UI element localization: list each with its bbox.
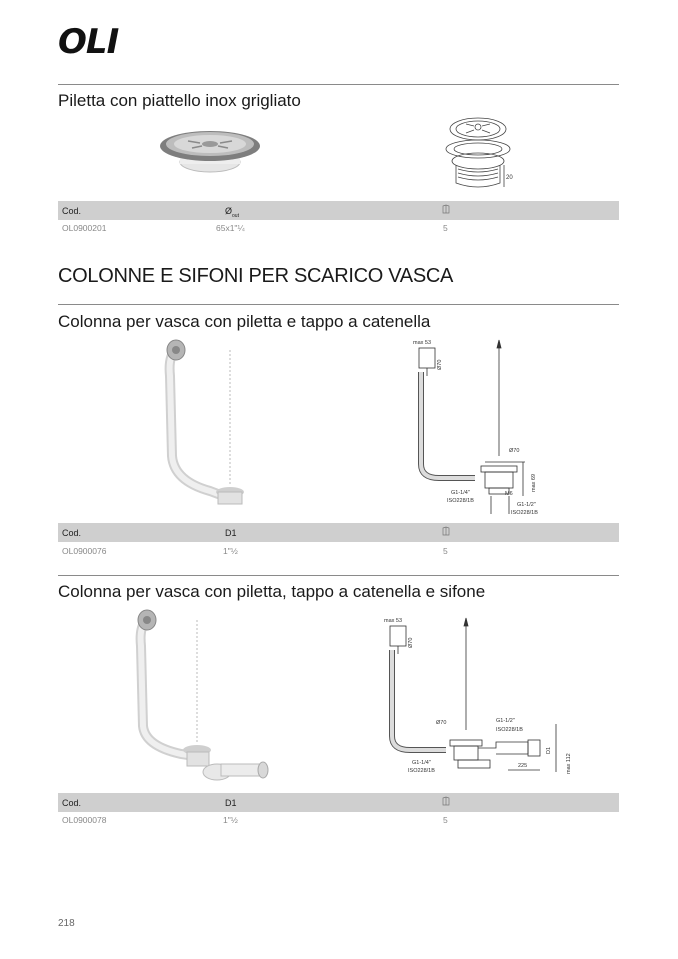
dim-max53: max 53 <box>384 618 403 624</box>
product-photo-bath-column-siphon <box>125 606 275 786</box>
dim-iso-2: ISO228/1B <box>511 510 538 516</box>
package-icon <box>442 204 450 216</box>
cell-code: OL0900201 <box>62 223 107 233</box>
section-divider <box>58 304 619 305</box>
page-number: 218 <box>58 918 75 929</box>
cell-code: OL0900076 <box>62 546 107 556</box>
section-divider <box>58 575 619 576</box>
dim-thread-1: G1-1/4" <box>412 760 431 766</box>
dim-iso-2: ISO228/1B <box>496 727 523 733</box>
table-row <box>58 813 619 827</box>
cell-qty: 5 <box>443 546 448 556</box>
dim-d1: D1 <box>546 746 552 754</box>
dim-d70: Ø70 <box>408 637 414 648</box>
table-row <box>58 544 619 558</box>
package-icon <box>442 526 450 538</box>
col-d1: D1 <box>225 528 237 538</box>
cell-qty: 5 <box>443 223 448 233</box>
cell-qty: 5 <box>443 815 448 825</box>
technical-drawing-grated-drain <box>440 115 530 200</box>
cell-size: 1"½ <box>223 546 238 556</box>
table-row <box>58 221 619 235</box>
dim-d70: Ø70 <box>437 359 443 370</box>
col-code: Cod. <box>62 528 82 538</box>
cell-size: 65x1"¼ <box>216 223 245 233</box>
brand-logo: OLI <box>58 22 119 62</box>
dim-max69: max 69 <box>531 473 537 492</box>
product-photo-grated-drain <box>158 128 268 178</box>
product-photo-bath-column <box>150 336 260 516</box>
dim-height: 20 <box>506 175 513 181</box>
product-title-1: Piletta con piattello inox grigliato <box>58 91 301 110</box>
category-title: COLONNE E SIFONI PER SCARICO VASCA <box>58 265 454 287</box>
table-header <box>58 201 619 220</box>
dim-iso-1: ISO228/1B <box>408 768 435 774</box>
dim-m6: M6 <box>505 491 513 497</box>
col-code: Cod. <box>62 206 82 216</box>
col-d1: D1 <box>225 798 237 808</box>
dim-iso-1: ISO228/1B <box>447 498 474 504</box>
dim-max53: max 53 <box>413 340 432 346</box>
table-header <box>58 523 619 542</box>
dim-thread-1: G1-1/4" <box>451 490 470 496</box>
cell-size: 1"½ <box>223 815 238 825</box>
product-title-3: Colonna per vasca con piletta, tappo a catenella e sifone <box>58 582 486 601</box>
section-divider <box>58 84 619 85</box>
package-icon <box>442 796 450 808</box>
product-title-2: Colonna per vasca con piletta e tappo a catenella <box>58 312 431 331</box>
dim-d70-bottom: Ø70 <box>436 720 447 726</box>
dim-max112: max 112 <box>566 753 572 774</box>
table-header <box>58 793 619 812</box>
technical-drawing-bath-column <box>405 336 555 518</box>
col-diameter: $Ø_{out}$ <box>225 206 239 219</box>
technical-drawing-bath-column-siphon <box>378 614 578 779</box>
dim-thread-2: G1-1/2" <box>517 502 536 508</box>
dim-thread-2: G1-1/2" <box>496 718 515 724</box>
dim-225: 225 <box>518 763 528 769</box>
dim-d70-bottom: Ø70 <box>509 448 520 454</box>
col-code: Cod. <box>62 798 82 808</box>
cell-code: OL0900078 <box>62 815 107 825</box>
